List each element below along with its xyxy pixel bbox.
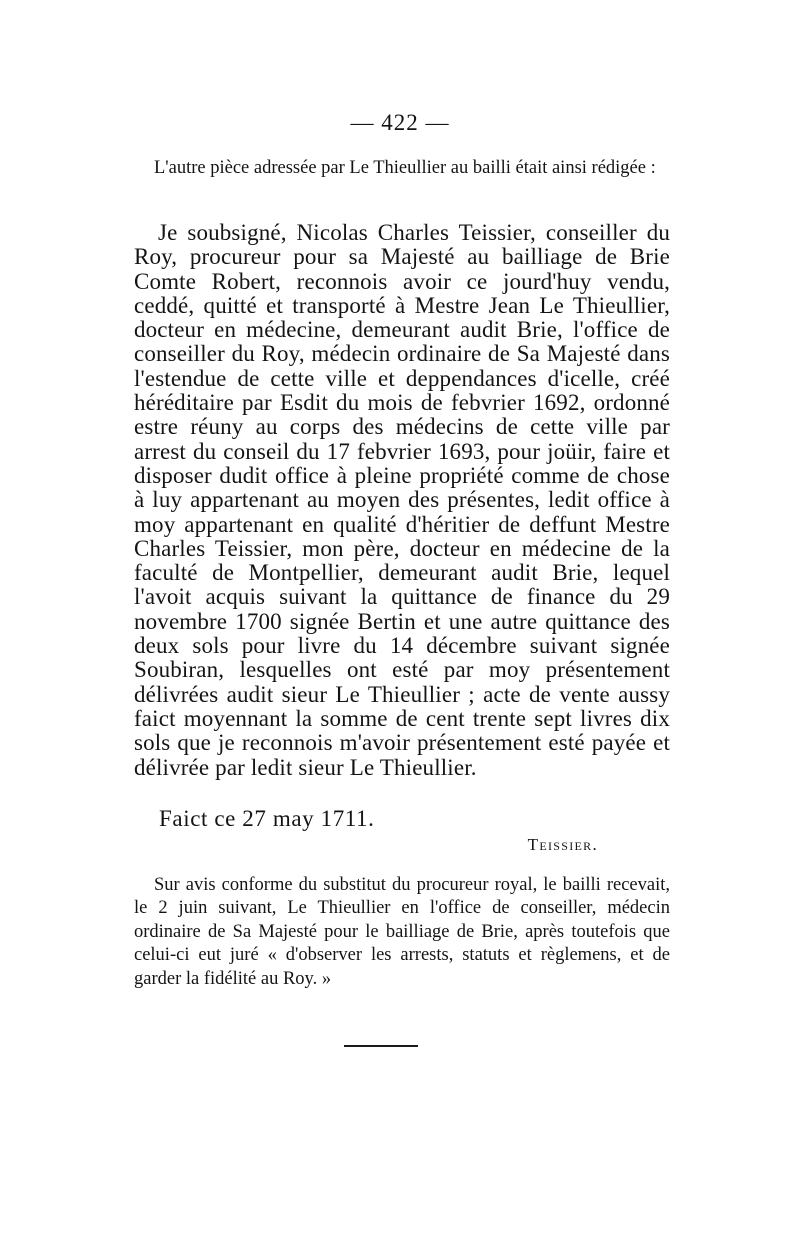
- signature: Teissier.: [527, 835, 598, 854]
- intro-paragraph: L'autre pièce adressée par Le Thieullier au bailli était ainsi rédigée :: [154, 158, 656, 178]
- page-number: — 422 —: [350, 110, 450, 135]
- section-divider-rule: [344, 1045, 418, 1047]
- deed-date-line: Faict ce 27 may 1711.: [159, 806, 375, 831]
- deed-paragraph: Je soubsigné, Nicolas Charles Teissier, conseiller du Roy, procureur pour sa Majesté au bailliage de Brie Comte Robert, reconnois avoir ce jourd'huy vendu, ceddé, quitté et transporté à Mestre Jean Le Thieullier, docteur en médecine, demeurant audit Brie, l'office de conseiller du Roy, médecin ordinaire de Sa Majesté dans l'estendue de cette ville et deppendances d'icelle, créé héréditaire par Esdit du mois de febvrier 1692, ordonné estre réuny au corps des médecins de cette ville par arrest du conseil du 17 febvrier 1693, pour joüir, faire et disposer dudit office à pleine propriété comme de chose à luy appartenant au moyen des présentes, ledit office à moy appartenant en qualité d'héritier de deffunt Mestre Charles Teissier, mon père, docteur en médecine de la faculté de Montpellier, demeurant audit Brie, lequel l'avoit acquis suivant la quittance de finance du 29 novembre 1700 signée Bertin et une autre quittance des deux sols pour livre du 14 décembre suivant signée Soubiran, lesquelles ont esté par moy présentement délivrées audit sieur Le Thieullier ; acte de vente aussy faict moyennant la somme de cent trente sept livres dix sols que je reconnois m'avoir présentement esté payée et délivrée par ledit sieur Le Thieullier.: [134, 220, 670, 780]
- closing-paragraph: Sur avis conforme du substitut du procureur royal, le bailli recevait, le 2 juin suivant, Le Thieullier en l'office de conseiller, médecin ordinaire de Sa Majesté pour le bailliage de Brie, après toutefois que celui-ci eut juré « d'observer les arrests, statuts et règlemens, et de garder la fidélité au Roy. »: [134, 875, 670, 989]
